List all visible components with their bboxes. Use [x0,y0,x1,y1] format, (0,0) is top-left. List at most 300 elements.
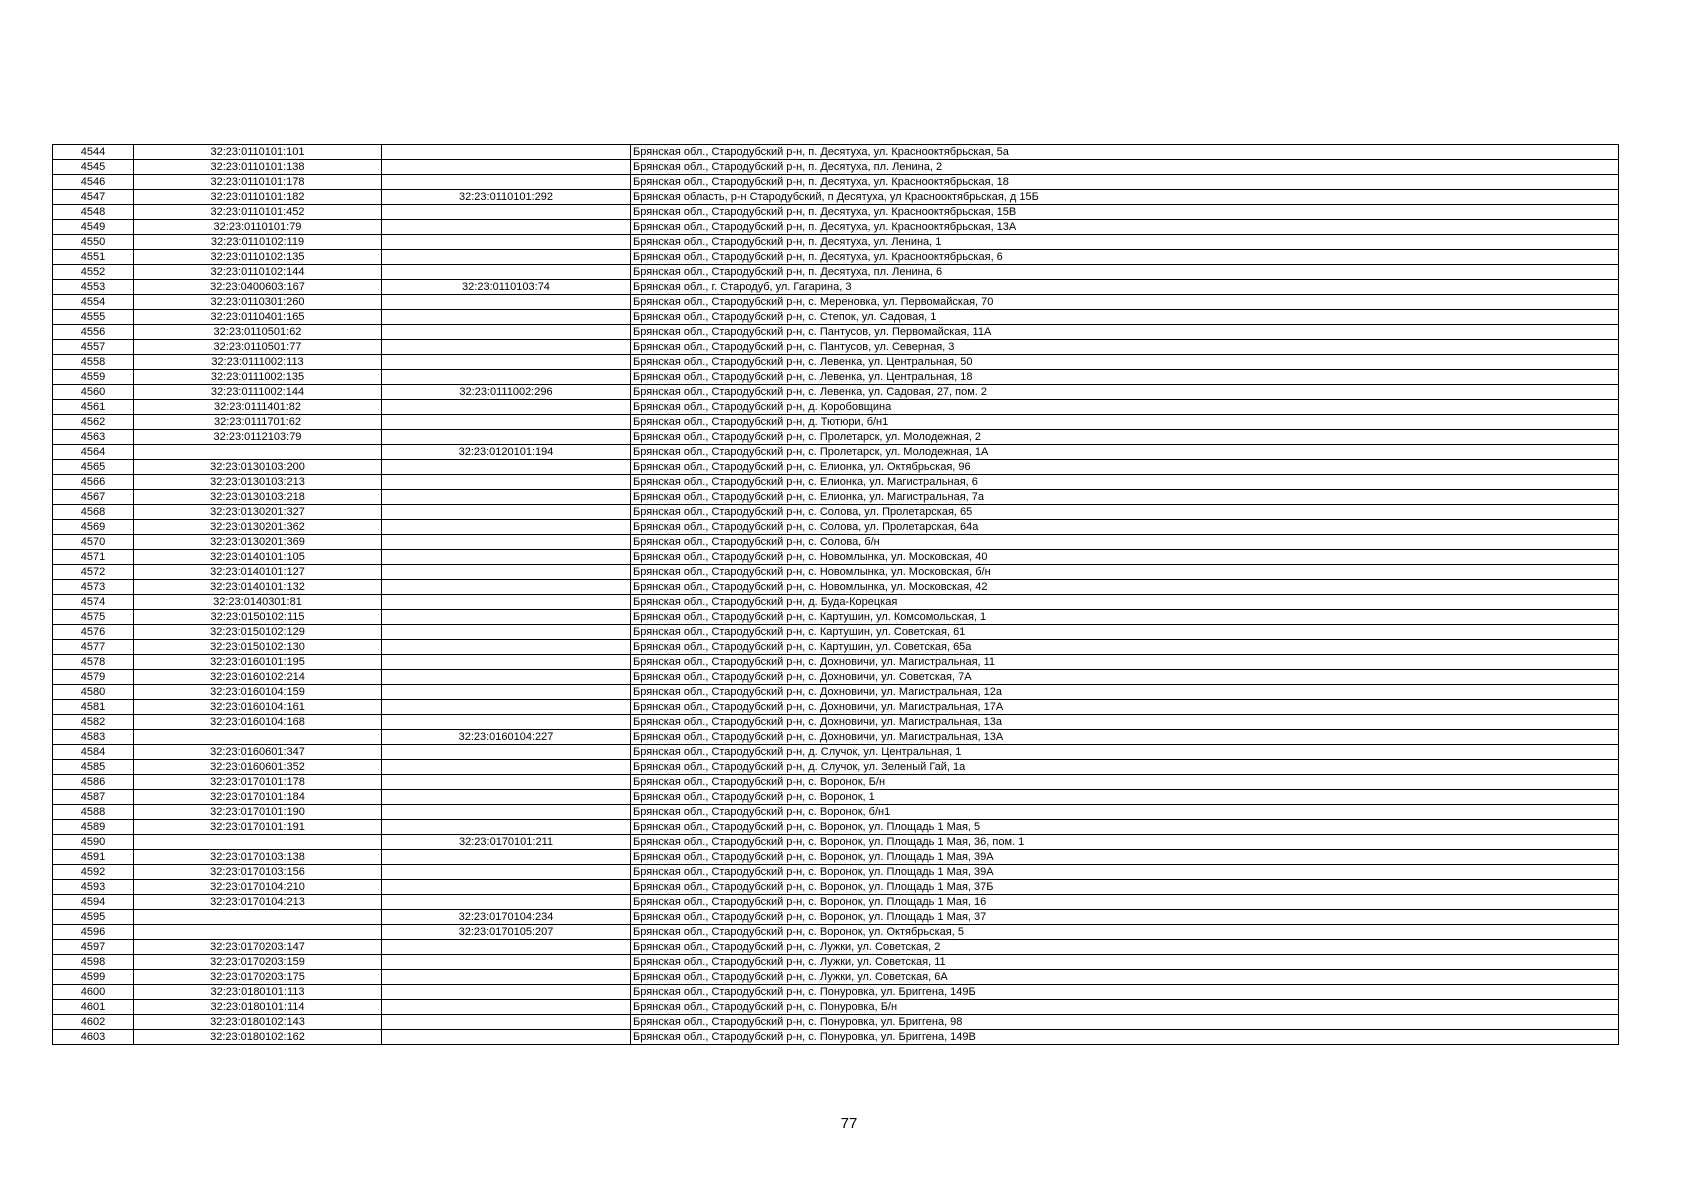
address-cell: Брянская обл., Стародубский р-н, с. Понуровка, ул. Бриггена, 149В [631,1030,1619,1045]
previous-cadastral-number-cell [382,355,631,370]
cadastral-number-cell: 32:23:0140301:81 [134,595,382,610]
address-cell: Брянская обл., Стародубский р-н, с. Воронок, ул. Площадь 1 Мая, 37 [631,910,1619,925]
previous-cadastral-number-cell [382,625,631,640]
cadastral-number-cell: 32:23:0130103:213 [134,475,382,490]
previous-cadastral-number-cell [382,760,631,775]
row-number-cell: 4563 [53,430,134,445]
address-cell: Брянская обл., Стародубский р-н, п. Десятуха, ул. Краснооктябрьская, 18 [631,175,1619,190]
row-number-cell: 4570 [53,535,134,550]
address-cell: Брянская обл., Стародубский р-н, с. Воронок, б/н1 [631,805,1619,820]
cadastral-number-cell: 32:23:0110102:135 [134,250,382,265]
cadastral-number-cell: 32:23:0110501:62 [134,325,382,340]
cadastral-number-cell: 32:23:0150102:130 [134,640,382,655]
address-cell: Брянская обл., Стародубский р-н, с. Воронок, ул. Октябрьская, 5 [631,925,1619,940]
previous-cadastral-number-cell [382,460,631,475]
previous-cadastral-number-cell [382,430,631,445]
cadastral-number-cell: 32:23:0180101:114 [134,1000,382,1015]
registry-table-body [53,145,1619,1045]
cadastral-number-cell: 32:23:0111002:113 [134,355,382,370]
table-row [53,1015,1619,1030]
table-row [53,235,1619,250]
cadastral-number-cell: 32:23:0140101:127 [134,565,382,580]
table-row [53,580,1619,595]
address-cell: Брянская обл., Стародубский р-н, с. Дохновичи, ул. Советская, 7А [631,670,1619,685]
previous-cadastral-number-cell [382,235,631,250]
cadastral-number-cell: 32:23:0180102:143 [134,1015,382,1030]
previous-cadastral-number-cell [382,400,631,415]
address-cell: Брянская обл., Стародубский р-н, п. Десятуха, пл. Ленина, 6 [631,265,1619,280]
previous-cadastral-number-cell [382,880,631,895]
table-row [53,730,1619,745]
address-cell: Брянская обл., Стародубский р-н, д. Случок, ул. Зеленый Гай, 1а [631,760,1619,775]
row-number-cell: 4593 [53,880,134,895]
previous-cadastral-number-cell [382,790,631,805]
address-cell: Брянская обл., Стародубский р-н, с. Дохновичи, ул. Магистральная, 13а [631,715,1619,730]
table-row [53,355,1619,370]
table-row [53,370,1619,385]
cadastral-number-cell: 32:23:0170101:184 [134,790,382,805]
table-row [53,970,1619,985]
previous-cadastral-number-cell [382,865,631,880]
address-cell: Брянская обл., Стародубский р-н, с. Картушин, ул. Комсомольская, 1 [631,610,1619,625]
address-cell: Брянская обл., Стародубский р-н, с. Воронок, ул. Площадь 1 Мая, 39А [631,850,1619,865]
address-cell: Брянская обл., Стародубский р-н, с. Воронок, ул. Площадь 1 Мая, 37Б [631,880,1619,895]
previous-cadastral-number-cell: 32:23:0120101:194 [382,445,631,460]
cadastral-number-cell: 32:23:0110301:260 [134,295,382,310]
previous-cadastral-number-cell [382,670,631,685]
previous-cadastral-number-cell [382,940,631,955]
address-cell: Брянская обл., Стародубский р-н, с. Воронок, ул. Площадь 1 Мая, 16 [631,895,1619,910]
table-row [53,610,1619,625]
row-number-cell: 4572 [53,565,134,580]
previous-cadastral-number-cell [382,250,631,265]
address-cell: Брянская обл., Стародубский р-н, с. Пролетарск, ул. Молодежная, 2 [631,430,1619,445]
address-cell: Брянская обл., Стародубский р-н, с. Елионка, ул. Магистральная, 7а [631,490,1619,505]
row-number-cell: 4601 [53,1000,134,1015]
table-row [53,310,1619,325]
row-number-cell: 4596 [53,925,134,940]
previous-cadastral-number-cell [382,310,631,325]
previous-cadastral-number-cell [382,640,631,655]
cadastral-number-cell [134,835,382,850]
cadastral-number-cell: 32:23:0111002:144 [134,385,382,400]
table-row [53,805,1619,820]
table-row [53,985,1619,1000]
row-number-cell: 4574 [53,595,134,610]
cadastral-number-cell: 32:23:0170101:191 [134,820,382,835]
table-row [53,625,1619,640]
row-number-cell: 4551 [53,250,134,265]
previous-cadastral-number-cell [382,160,631,175]
previous-cadastral-number-cell [382,655,631,670]
row-number-cell: 4547 [53,190,134,205]
previous-cadastral-number-cell: 32:23:0170101:211 [382,835,631,850]
cadastral-number-cell: 32:23:0130201:327 [134,505,382,520]
address-cell: Брянская обл., Стародубский р-н, п. Десятуха, ул. Краснооктябрьская, 6 [631,250,1619,265]
cadastral-number-cell [134,925,382,940]
row-number-cell: 4555 [53,310,134,325]
address-cell: Брянская обл., Стародубский р-н, с. Лужки, ул. Советская, 11 [631,955,1619,970]
address-cell: Брянская обл., Стародубский р-н, с. Воронок, ул. Площадь 1 Мая, 39А [631,865,1619,880]
table-row [53,865,1619,880]
address-cell: Брянская обл., Стародубский р-н, с. Дохновичи, ул. Магистральная, 17А [631,700,1619,715]
previous-cadastral-number-cell [382,685,631,700]
table-row [53,340,1619,355]
row-number-cell: 4552 [53,265,134,280]
cadastral-number-cell: 32:23:0170103:156 [134,865,382,880]
row-number-cell: 4595 [53,910,134,925]
previous-cadastral-number-cell [382,535,631,550]
address-cell: Брянская обл., Стародубский р-н, с. Дохновичи, ул. Магистральная, 12а [631,685,1619,700]
table-row [53,475,1619,490]
cadastral-number-cell: 32:23:0110501:77 [134,340,382,355]
row-number-cell: 4585 [53,760,134,775]
table-row [53,160,1619,175]
cadastral-number-cell: 32:23:0400603:167 [134,280,382,295]
cadastral-number-cell: 32:23:0110101:138 [134,160,382,175]
cadastral-number-cell: 32:23:0170101:178 [134,775,382,790]
cadastral-number-cell: 32:23:0110101:178 [134,175,382,190]
cadastral-number-cell: 32:23:0111701:62 [134,415,382,430]
address-cell: Брянская обл., Стародубский р-н, с. Понуровка, Б/н [631,1000,1619,1015]
previous-cadastral-number-cell [382,550,631,565]
table-row [53,175,1619,190]
row-number-cell: 4599 [53,970,134,985]
row-number-cell: 4573 [53,580,134,595]
row-number-cell: 4569 [53,520,134,535]
previous-cadastral-number-cell [382,475,631,490]
row-number-cell: 4581 [53,700,134,715]
row-number-cell: 4545 [53,160,134,175]
address-cell: Брянская обл., Стародубский р-н, п. Десятуха, пл. Ленина, 2 [631,160,1619,175]
cadastral-number-cell: 32:23:0140101:105 [134,550,382,565]
cadastral-number-cell: 32:23:0160601:347 [134,745,382,760]
cadastral-number-cell: 32:23:0110101:79 [134,220,382,235]
table-row [53,895,1619,910]
previous-cadastral-number-cell [382,265,631,280]
address-cell: Брянская обл., Стародубский р-н, с. Картушин, ул. Советская, 65а [631,640,1619,655]
cadastral-number-cell: 32:23:0111002:135 [134,370,382,385]
previous-cadastral-number-cell [382,850,631,865]
table-row [53,640,1619,655]
previous-cadastral-number-cell [382,580,631,595]
row-number-cell: 4586 [53,775,134,790]
previous-cadastral-number-cell [382,610,631,625]
table-row [53,1000,1619,1015]
row-number-cell: 4550 [53,235,134,250]
address-cell: Брянская обл., Стародубский р-н, п. Десятуха, ул. Ленина, 1 [631,235,1619,250]
address-cell: Брянская обл., Стародубский р-н, с. Пролетарск, ул. Молодежная, 1А [631,445,1619,460]
row-number-cell: 4580 [53,685,134,700]
page-number: 77 [840,1115,858,1132]
table-row [53,955,1619,970]
address-cell: Брянская обл., Стародубский р-н, с. Солова, ул. Пролетарская, 64а [631,520,1619,535]
address-cell: Брянская обл., Стародубский р-н, с. Левенка, ул. Центральная, 50 [631,355,1619,370]
address-cell: Брянская обл., Стародубский р-н, с. Елионка, ул. Магистральная, 6 [631,475,1619,490]
table-row [53,520,1619,535]
table-row [53,550,1619,565]
address-cell: Брянская обл., Стародубский р-н, п. Десятуха, ул. Краснооктябрьская, 5а [631,145,1619,160]
row-number-cell: 4603 [53,1030,134,1045]
row-number-cell: 4560 [53,385,134,400]
table-row [53,535,1619,550]
address-cell: Брянская обл., Стародубский р-н, д. Коробовщина [631,400,1619,415]
row-number-cell: 4575 [53,610,134,625]
cadastral-number-cell: 32:23:0170104:210 [134,880,382,895]
previous-cadastral-number-cell [382,1015,631,1030]
previous-cadastral-number-cell [382,745,631,760]
address-cell: Брянская обл., Стародубский р-н, с. Новомлынка, ул. Московская, 42 [631,580,1619,595]
previous-cadastral-number-cell [382,205,631,220]
table-row [53,565,1619,580]
row-number-cell: 4559 [53,370,134,385]
table-row [53,460,1619,475]
table-row [53,880,1619,895]
address-cell: Брянская обл., Стародубский р-н, с. Воронок, 1 [631,790,1619,805]
row-number-cell: 4565 [53,460,134,475]
cadastral-number-cell: 32:23:0110101:101 [134,145,382,160]
address-cell: Брянская обл., Стародубский р-н, с. Понуровка, ул. Бриггена, 98 [631,1015,1619,1030]
cadastral-number-cell: 32:23:0170203:175 [134,970,382,985]
cadastral-number-cell [134,910,382,925]
row-number-cell: 4600 [53,985,134,1000]
row-number-cell: 4598 [53,955,134,970]
previous-cadastral-number-cell: 32:23:0170104:234 [382,910,631,925]
table-row [53,685,1619,700]
cadastral-number-cell: 32:23:0110102:144 [134,265,382,280]
previous-cadastral-number-cell [382,415,631,430]
row-number-cell: 4583 [53,730,134,745]
row-number-cell: 4568 [53,505,134,520]
address-cell: Брянская обл., Стародубский р-н, с. Солова, ул. Пролетарская, 65 [631,505,1619,520]
address-cell: Брянская обл., г. Стародуб, ул. Гагарина, 3 [631,280,1619,295]
previous-cadastral-number-cell [382,715,631,730]
address-cell: Брянская обл., Стародубский р-н, с. Воронок, ул. Площадь 1 Мая, 5 [631,820,1619,835]
address-cell: Брянская обл., Стародубский р-н, д. Тютюри, б/н1 [631,415,1619,430]
cadastral-number-cell: 32:23:0160104:161 [134,700,382,715]
address-cell: Брянская обл., Стародубский р-н, с. Дохновичи, ул. Магистральная, 11 [631,655,1619,670]
cadastral-number-cell: 32:23:0110401:165 [134,310,382,325]
table-row [53,1030,1619,1045]
row-number-cell: 4597 [53,940,134,955]
row-number-cell: 4554 [53,295,134,310]
previous-cadastral-number-cell [382,295,631,310]
cadastral-number-cell: 32:23:0110102:119 [134,235,382,250]
row-number-cell: 4553 [53,280,134,295]
cadastral-number-cell: 32:23:0180101:113 [134,985,382,1000]
previous-cadastral-number-cell [382,985,631,1000]
row-number-cell: 4561 [53,400,134,415]
table-row [53,850,1619,865]
table-row [53,595,1619,610]
row-number-cell: 4587 [53,790,134,805]
table-row [53,940,1619,955]
table-row [53,445,1619,460]
previous-cadastral-number-cell [382,700,631,715]
row-number-cell: 4548 [53,205,134,220]
cadastral-number-cell: 32:23:0160104:168 [134,715,382,730]
cadastral-number-cell: 32:23:0170104:213 [134,895,382,910]
cadastral-number-cell: 32:23:0160104:159 [134,685,382,700]
row-number-cell: 4602 [53,1015,134,1030]
row-number-cell: 4592 [53,865,134,880]
row-number-cell: 4576 [53,625,134,640]
row-number-cell: 4557 [53,340,134,355]
table-row [53,220,1619,235]
row-number-cell: 4567 [53,490,134,505]
row-number-cell: 4571 [53,550,134,565]
table-row [53,760,1619,775]
address-cell: Брянская обл., Стародубский р-н, с. Воронок, Б/н [631,775,1619,790]
table-row [53,205,1619,220]
previous-cadastral-number-cell [382,805,631,820]
previous-cadastral-number-cell [382,595,631,610]
previous-cadastral-number-cell [382,1000,631,1015]
previous-cadastral-number-cell [382,520,631,535]
table-row [53,505,1619,520]
table-row [53,415,1619,430]
address-cell: Брянская обл., Стародубский р-н, с. Пантусов, ул. Первомайская, 11А [631,325,1619,340]
address-cell: Брянская обл., Стародубский р-н, д. Случок, ул. Центральная, 1 [631,745,1619,760]
cadastral-number-cell: 32:23:0160102:214 [134,670,382,685]
row-number-cell: 4582 [53,715,134,730]
row-number-cell: 4558 [53,355,134,370]
row-number-cell: 4589 [53,820,134,835]
previous-cadastral-number-cell [382,970,631,985]
previous-cadastral-number-cell: 32:23:0170105:207 [382,925,631,940]
previous-cadastral-number-cell [382,895,631,910]
cadastral-number-cell: 32:23:0140101:132 [134,580,382,595]
row-number-cell: 4577 [53,640,134,655]
address-cell: Брянская обл., Стародубский р-н, п. Десятуха, ул. Краснооктябрьская, 13А [631,220,1619,235]
previous-cadastral-number-cell: 32:23:0110103:74 [382,280,631,295]
table-row [53,280,1619,295]
address-cell: Брянская обл., Стародубский р-н, с. Новомлынка, ул. Московская, 40 [631,550,1619,565]
cadastral-number-cell [134,730,382,745]
address-cell: Брянская обл., Стародубский р-н, с. Лужки, ул. Советская, 6А [631,970,1619,985]
previous-cadastral-number-cell: 32:23:0160104:227 [382,730,631,745]
row-number-cell: 4564 [53,445,134,460]
cadastral-number-cell: 32:23:0150102:129 [134,625,382,640]
cadastral-number-cell: 32:23:0170101:190 [134,805,382,820]
table-row [53,250,1619,265]
row-number-cell: 4562 [53,415,134,430]
cadastral-number-cell: 32:23:0130103:218 [134,490,382,505]
previous-cadastral-number-cell [382,325,631,340]
address-cell: Брянская обл., Стародубский р-н, с. Понуровка, ул. Бриггена, 149Б [631,985,1619,1000]
row-number-cell: 4594 [53,895,134,910]
address-cell: Брянская обл., Стародубский р-н, с. Картушин, ул. Советская, 61 [631,625,1619,640]
row-number-cell: 4556 [53,325,134,340]
previous-cadastral-number-cell [382,820,631,835]
row-number-cell: 4590 [53,835,134,850]
previous-cadastral-number-cell [382,220,631,235]
row-number-cell: 4588 [53,805,134,820]
address-cell: Брянская обл., Стародубский р-н, п. Десятуха, ул. Краснооктябрьская, 15В [631,205,1619,220]
row-number-cell: 4546 [53,175,134,190]
address-cell: Брянская обл., Стародубский р-н, с. Новомлынка, ул. Московская, б/н [631,565,1619,580]
cadastral-number-cell: 32:23:0130103:200 [134,460,382,475]
table-row [53,910,1619,925]
cadastral-number-cell: 32:23:0170103:138 [134,850,382,865]
previous-cadastral-number-cell [382,955,631,970]
cadastral-number-cell: 32:23:0160601:352 [134,760,382,775]
row-number-cell: 4579 [53,670,134,685]
previous-cadastral-number-cell [382,370,631,385]
table-row [53,190,1619,205]
table-row [53,925,1619,940]
table-row [53,700,1619,715]
row-number-cell: 4591 [53,850,134,865]
property-registry-table [52,144,1619,1045]
address-cell: Брянская обл., Стародубский р-н, с. Воронок, ул. Площадь 1 Мая, 36, пом. 1 [631,835,1619,850]
cadastral-number-cell: 32:23:0110101:182 [134,190,382,205]
row-number-cell: 4544 [53,145,134,160]
cadastral-number-cell [134,445,382,460]
address-cell: Брянская область, р-н Стародубский, п Десятуха, ул Краснооктябрьская, д 15Б [631,190,1619,205]
previous-cadastral-number-cell [382,1030,631,1045]
table-row [53,325,1619,340]
cadastral-number-cell: 32:23:0160101:195 [134,655,382,670]
table-row [53,145,1619,160]
cadastral-number-cell: 32:23:0130201:369 [134,535,382,550]
cadastral-number-cell: 32:23:0170203:159 [134,955,382,970]
previous-cadastral-number-cell [382,565,631,580]
table-row [53,430,1619,445]
address-cell: Брянская обл., Стародубский р-н, с. Мереновка, ул. Первомайская, 70 [631,295,1619,310]
address-cell: Брянская обл., Стародубский р-н, с. Солова, б/н [631,535,1619,550]
cadastral-number-cell: 32:23:0111401:82 [134,400,382,415]
cadastral-number-cell: 32:23:0112103:79 [134,430,382,445]
previous-cadastral-number-cell [382,775,631,790]
table-row [53,295,1619,310]
cadastral-number-cell: 32:23:0170203:147 [134,940,382,955]
previous-cadastral-number-cell [382,175,631,190]
address-cell: Брянская обл., Стародубский р-н, с. Левенка, ул. Садовая, 27, пом. 2 [631,385,1619,400]
previous-cadastral-number-cell [382,505,631,520]
row-number-cell: 4566 [53,475,134,490]
table-row [53,265,1619,280]
cadastral-number-cell: 32:23:0130201:362 [134,520,382,535]
table-row [53,655,1619,670]
address-cell: Брянская обл., Стародубский р-н, с. Левенка, ул. Центральная, 18 [631,370,1619,385]
row-number-cell: 4549 [53,220,134,235]
row-number-cell: 4578 [53,655,134,670]
previous-cadastral-number-cell: 32:23:0110101:292 [382,190,631,205]
table-row [53,490,1619,505]
table-row [53,835,1619,850]
table-row [53,775,1619,790]
table-row [53,745,1619,760]
address-cell: Брянская обл., Стародубский р-н, с. Лужки, ул. Советская, 2 [631,940,1619,955]
address-cell: Брянская обл., Стародубский р-н, с. Пантусов, ул. Северная, 3 [631,340,1619,355]
address-cell: Брянская обл., Стародубский р-н, с. Степок, ул. Садовая, 1 [631,310,1619,325]
previous-cadastral-number-cell [382,145,631,160]
cadastral-number-cell: 32:23:0110101:452 [134,205,382,220]
cadastral-number-cell: 32:23:0180102:162 [134,1030,382,1045]
previous-cadastral-number-cell [382,490,631,505]
table-row [53,715,1619,730]
table-row [53,400,1619,415]
address-cell: Брянская обл., Стародубский р-н, с. Дохновичи, ул. Магистральная, 13А [631,730,1619,745]
table-row [53,820,1619,835]
table-row [53,790,1619,805]
cadastral-number-cell: 32:23:0150102:115 [134,610,382,625]
table-row [53,385,1619,400]
address-cell: Брянская обл., Стародубский р-н, д. Буда-Корецкая [631,595,1619,610]
address-cell: Брянская обл., Стародубский р-н, с. Елионка, ул. Октябрьская, 96 [631,460,1619,475]
previous-cadastral-number-cell [382,340,631,355]
